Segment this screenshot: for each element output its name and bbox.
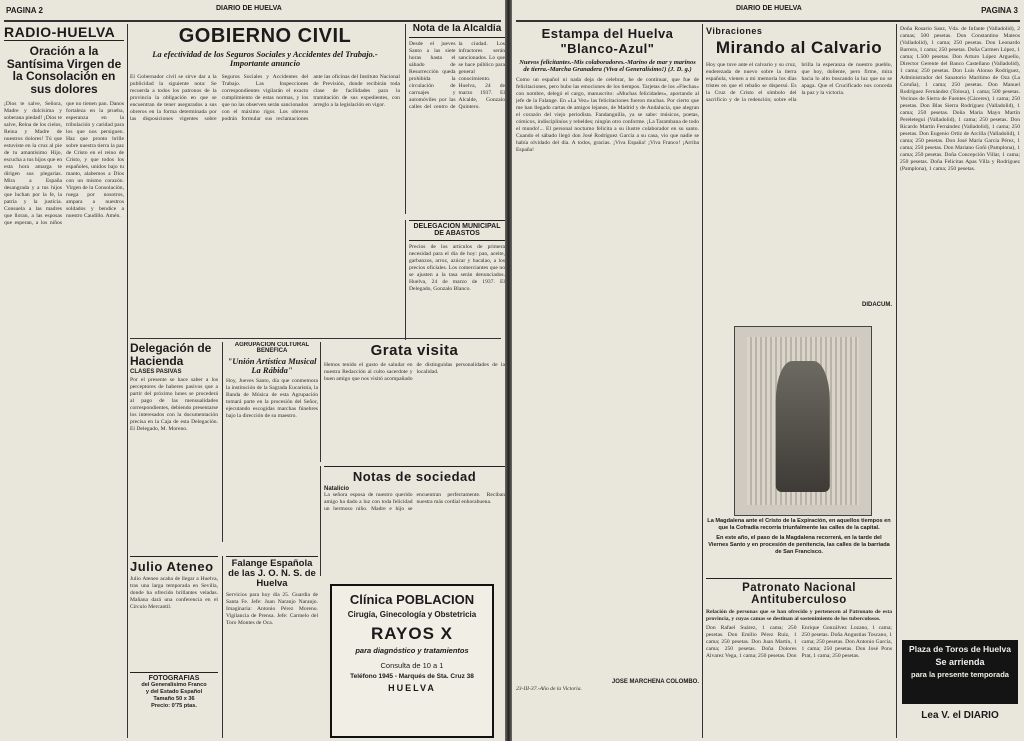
clinica-ad bbox=[330, 584, 494, 738]
delegacion-municipal-body: Precios de los artículos de primera necesidad para el día de hoy: pan, aceite, garbanzos, arroz, azúcar y bacalao, a los precios oficiales. Los comerciantes que no se ajusten a la tasa serán denunciados. Huelva, 24 de marzo de 1937. El Delegado, Gonzalo Blanco. bbox=[409, 243, 505, 292]
plaza-toros-line3: para la presente temporada bbox=[911, 670, 1009, 679]
estampa-subtitle: Nuevos felicitantes.-Mis colaboradores.-Marino de mar y marinos de tierra.-Marcha Granadera (Viva el Generalísimo!) (J. D. g.) bbox=[519, 59, 696, 74]
fotografias-ad bbox=[130, 672, 218, 741]
vibraciones-signature: DIDACUM. bbox=[862, 302, 892, 308]
delegacion-municipal-section bbox=[405, 220, 505, 340]
vibraciones-body: Hoy que tuve ante el calvario y su cruz, enderezada de nuevo sobre la tierra española, vienen a mi memoria los días tristes en que el rebaño se dispersó. Es la Cruz de Cristo el símbolo del sacrificio y de la redención; sobre ella brilla la esperanza de nuestro pueblo, que hoy, doliente, pero firme, mira hacia lo alto buscando la luz que no se apaga. Que el Crucificado nos conceda la paz y la victoria. bbox=[706, 62, 892, 103]
header-rule bbox=[4, 20, 501, 22]
vibraciones-title: Mirando al Calvario bbox=[715, 38, 883, 57]
sociedad-section bbox=[320, 466, 505, 576]
left-page bbox=[0, 0, 505, 741]
header-rule bbox=[516, 20, 1020, 22]
grata-visita-title: Grata visita bbox=[370, 342, 459, 359]
column-rule bbox=[896, 24, 897, 738]
hacienda-section bbox=[130, 342, 218, 542]
plaza-toros-line2: Se arrienda bbox=[935, 657, 985, 667]
lea-el-diario: Lea V. el DIARIO bbox=[921, 710, 999, 721]
patronato-body: Don Rafael Suárez, 1 cama; 250 pesetas. Don Emilio Pérez Ruiz, 1 cama; 250 pesetas. Don Juan Martín, 1 cama; 250 pesetas. Doña Dolores Alvarez Vega, 1 cama; 250 pesetas. Don Enrique Gonzálvez Lozano, 1 cama; 250 pesetas. Doña Angustias Toscano, 1 cama; 250 pesetas. Don Antonio García, 1 cama; 250 pesetas. Don José Pons Prat, 1 cama; 250 pesetas. bbox=[706, 625, 892, 659]
gobierno-title: GOBIERNO CIVIL bbox=[178, 25, 352, 47]
nota-alcaldia-section bbox=[405, 24, 505, 214]
natalicio-label: Natalicio bbox=[324, 486, 350, 492]
hacienda-subtitle: CLASES PASIVAS bbox=[130, 369, 182, 376]
grata-visita-body: Hemos tenido el gusto de saludar en nuestra Redacción al culto sacerdote y buen amigo que nos visitó acompañado de distinguidas personalidades de la localidad. bbox=[324, 362, 505, 382]
julio-title: Julio Ateneo bbox=[130, 556, 218, 574]
fotografias-line3: Tamaño 50 x 36 bbox=[153, 696, 195, 703]
vibraciones-section bbox=[706, 26, 892, 326]
masthead: DIARIO DE HUELVA bbox=[736, 5, 802, 12]
fotografias-line4: Precio: 0'75 ptas. bbox=[151, 703, 197, 710]
vibraciones-label: Vibraciones bbox=[706, 26, 763, 36]
donantes-section bbox=[900, 26, 1020, 634]
plaza-toros-ad bbox=[902, 640, 1018, 704]
delegacion-municipal-title: DELEGACION MUNICIPAL DE ABASTOS bbox=[409, 220, 505, 241]
fotografias-title: FOTOGRAFIAS bbox=[148, 675, 200, 682]
plaza-toros-line1: Plaza de Toros de Huelva bbox=[909, 644, 1011, 654]
gobierno-subtitle: La efectividad de los Seguros Sociales y Accidentes del Trabajo.-Importante anuncio bbox=[152, 49, 378, 69]
photo-caption: La Magdalena ante el Cristo de la Expiración, en aquellos tiempos en que la Cofradía recorría triunfalmente las calles de la capital. bbox=[707, 518, 891, 531]
photo-caption-block bbox=[706, 518, 892, 574]
estampa-signature: JOSE MARCHENA COLOMBO. bbox=[611, 679, 699, 686]
procession-photo bbox=[734, 326, 872, 516]
column-rule bbox=[127, 24, 128, 738]
donantes-body: Doña Rosario Sanz, Vda. de Infante (Valladolid), 2 camas; 500 pesetas. Don Constantino Mateos (Valladolid), 1 cama; 250 pesetas. Don Leonardo Barrera, 1 cama; 250 pesetas. Doña Carmen López, 1 cama; 1.500 pesetas. Don Arturo López Arguello, Director Gerente del Banco Castellano (Valladolid), 1 cama; 250 pesetas. Don Luis Alonso Rodríguez, Administrador del Sanatorio Marítimo de Oza (La Coruña), 1 cama; 250 pesetas. Don Manuel Rodríguez Fernández (Tolosa), 1 cama; 500 pesetas. Vecinos de Sierra de Fuentes (Cáceres), 1 cama; 250 pesetas. Don Blas Sierra Rodríguez (Valladolid), 1 cama; 250 pesetas. Doña María Mayo Martín Pereletegui (Valladolid), 1 cama; 250 pesetas. Don Ricardo Martín Fernández (Valladolid), 1 cama; 250 pesetas. Don Eugenio Ortiz de Arcilla (Valladolid), 1 cama; 250 pesetas. Don José María García Pérez, 1 cama; 250 pesetas. Don Mariano Goñi (Pamplona), 1 cama; 250 pesetas. Doña Concepción Villar, 1 cama; 250 pesetas. Doña Felicitas Apas Villa y Rodríguez (Pamplona), 1 cama; 250 pesetas. bbox=[900, 26, 1020, 172]
clinica-rayos-desc: para diagnóstico y tratamientos bbox=[355, 646, 469, 655]
estampa-body: Como un español ni nada deja de celebrar, he de continuar, que fue de felicitaciones, pero hubo las emociones de los tiempos. Tarjetas de los «Flechas» con nombre, delegó el cargo, manuscrito: «Muchas felicidades», aportando al jefe de la Falange. En «La Vez» las felicitaciones fueron muchas. Por cierto que me han llegado cartas de amigos lejanos, de Madrid y de Andalucía, que alegran el corazón del viejo periodista. Fandanguilla, ya se sabe: músicos, poetas, cómicos, indiscipliníos y rebeldes; ningún otro conforme. ¡La Tarambana de todo el mundo!... El personal nocturno felicita a su ilustre colaborador en su santo. Cuando el sábado llegó don José Rodríguez García a su casa, vio que nadie se había olvidado del día. A todos, gracias. ¡Viva España! ¡Viva Franco! ¡Arriba España! bbox=[516, 77, 699, 154]
masthead: DIARIO DE HUELVA bbox=[216, 5, 282, 12]
grata-visita-section bbox=[320, 342, 505, 462]
agrupacion-subtitle: "Unión Artística Musical La Rábida" bbox=[227, 355, 317, 375]
radio-huelva-section bbox=[4, 24, 124, 738]
alcaldia-title: Nota de la Alcaldía bbox=[409, 24, 505, 38]
estampa-date: 23-III-37.-Año de la Victoria. bbox=[516, 685, 582, 692]
clinica-phone: Teléfono 1945 - Marqués de Sta. Cruz 38 bbox=[350, 673, 474, 680]
section-rule bbox=[130, 338, 501, 339]
gobierno-body: El Gobernador civil se sirve dar a la publicidad la siguiente nota: Se recuerda a todos los patronos de la provincia la obligación en que se encuentran de tener asegurados a sus obreros en la forma determinada por las disposiciones vigentes sobre Seguros Sociales y Accidentes del Trabajo. Las Inspecciones correspondientes vigilarán el exacto cumplimiento de estas normas, y los que no las observen serán sancionados con el máximo rigor. Los obreros podrán formular sus reclamaciones ante las oficinas del Instituto Nacional de Previsión, donde recibirán toda clase de facilidades para la tramitación de sus expedientes, con arreglo a la legislación en vigor. bbox=[130, 73, 400, 122]
clinica-rayos: RAYOS X bbox=[371, 624, 453, 643]
photo-caption2: En este año, el paso de la Magdalena recorrerá, en la tarde del Viernes Santo y en procesión de penitencia, las calles de la barriada de San Francisco. bbox=[708, 535, 890, 555]
section-title: RADIO-HUELVA bbox=[4, 24, 124, 41]
hacienda-title: Delegación de Hacienda bbox=[130, 342, 212, 368]
right-page bbox=[512, 0, 1024, 741]
patronato-section bbox=[706, 578, 892, 739]
clinica-hours: Consulta de 10 a 1 bbox=[380, 661, 444, 670]
sociedad-body: La señora esposa de nuestro querido amigo ha dado a luz con toda felicidad un hermoso niño. Madre e hijo se encuentran perfectamente. Reciban nuestra más cordial enhorabuena. bbox=[324, 492, 505, 513]
patronato-intro: Relación de personas que se han ofrecido y pertenecen al Patronato de esta provincia, y cuyas camas se destinan al sostenimiento de los tuberculosos. bbox=[706, 609, 892, 622]
patronato-title: Patronato Nacional Antituberculoso bbox=[742, 582, 856, 606]
agrupacion-body: Hoy, Jueves Santo, día que conmemora la institución de la Sagrada Eucaristía, la Banda de Música de esta Agrupación tomará parte en la procesión del Señor, ejecutando escogidas marchas fúnebres bajo la dirección de su maestro. bbox=[226, 378, 318, 420]
left-header bbox=[4, 6, 501, 18]
radio-headline: Oración a la Santísima Virgen de la Consolación en sus dolores bbox=[6, 44, 122, 96]
photo-figure bbox=[776, 361, 830, 493]
clinica-city: HUELVA bbox=[388, 683, 436, 693]
page-label: PAGINA 2 bbox=[6, 6, 43, 15]
julio-ateneo-section bbox=[130, 556, 218, 666]
page-gutter bbox=[505, 0, 512, 741]
alcaldia-body: Desde el jueves Santo a las siete horas hasta el sábado de Resurrección queda prohibida la circulación de carruajes y automóviles por las calles del centro de la ciudad. Los infractores serán sancionados. Lo que se hace público para general conocimiento. Huelva, 24 de marzo 1937. El Alcalde, Gonzalo Quintero. bbox=[409, 40, 505, 110]
falange-title: Falange Española de las J. O. N. S. de Huelva bbox=[226, 556, 318, 589]
estampa-title: Estampa del Huelva "Blanco-Azul" bbox=[541, 26, 674, 56]
column-rule bbox=[702, 24, 703, 738]
hacienda-body: Por el presente se hace saber a los perceptores de haberes pasivos que a partir del próximo lunes se procederá al pago de las mensualidades correspondientes, debiendo presentarse los interesados con la documentación precisa en la Caja de esta Delegación. El Delegado, M. Moreno. bbox=[130, 377, 218, 433]
sociedad-title: Notas de sociedad bbox=[324, 466, 505, 484]
estampa-section bbox=[516, 26, 699, 738]
agrupacion-section bbox=[222, 342, 318, 542]
clinica-services: Cirugía, Ginecología y Obstetricia bbox=[347, 610, 477, 619]
falange-body: Servicios para hoy día 25. Guardia de Santa Fe. Jefe: Juan Naranjo Naranjo. Imaginaria: Antonio Pérez Moreno. Vigilancia de Prensa. Jefe: Carmelo del Toro Montes de Oca. bbox=[226, 591, 318, 626]
julio-body: Julio Ateneo acaba de llegar a Huelva, tras una larga temporada en Sevilla, donde ha ofrecido brillantes veladas. Mañana dará una conferencia en el Círculo Mercantil. bbox=[130, 576, 218, 610]
gobierno-civil-section bbox=[130, 24, 400, 324]
fotografias-line1: del Generalísimo Franco bbox=[141, 682, 207, 689]
clinica-name: Clínica POBLACION bbox=[349, 592, 475, 607]
agrupacion-title: AGRUPACION CULTURAL BENEFICA bbox=[234, 342, 310, 355]
fotografias-line2: y del Estado Español bbox=[145, 689, 203, 696]
falange-section bbox=[222, 556, 318, 738]
page-label: PAGINA 3 bbox=[981, 6, 1018, 15]
radio-body: ¡Dios te salve, Señora, Madre y dulcísima y soberana piedad! ¡Dios te salve, Reina de los cielos, Reina y Madre de nuestros dolores! Tú que estuviste en la cruz al pie de tu amantísimo Hijo, escucha a tus hijos que en esta hora amarga te dirigen sus plegarias. Mira a España desangrada y a tus hijos que luchan por la fe, la patria y la justicia. Consuela a las madres que lloran, a las esposas que esperan, a los niños que no tienen pan. Danos fortaleza en la prueba, esperanza en la tribulación y caridad para los que nos persiguen. Haz que pronto brille sobre nuestra tierra la paz de Cristo en el reino de Cristo, y que todos los españoles, unidos bajo tu manto, alabemos a Dios con un mismo corazón. Virgen de la Consolación, ruega por nosotros, ampara a nuestros soldados y bendice a nuestro Caudillo. Amén. bbox=[4, 101, 124, 227]
right-header bbox=[516, 6, 1020, 18]
